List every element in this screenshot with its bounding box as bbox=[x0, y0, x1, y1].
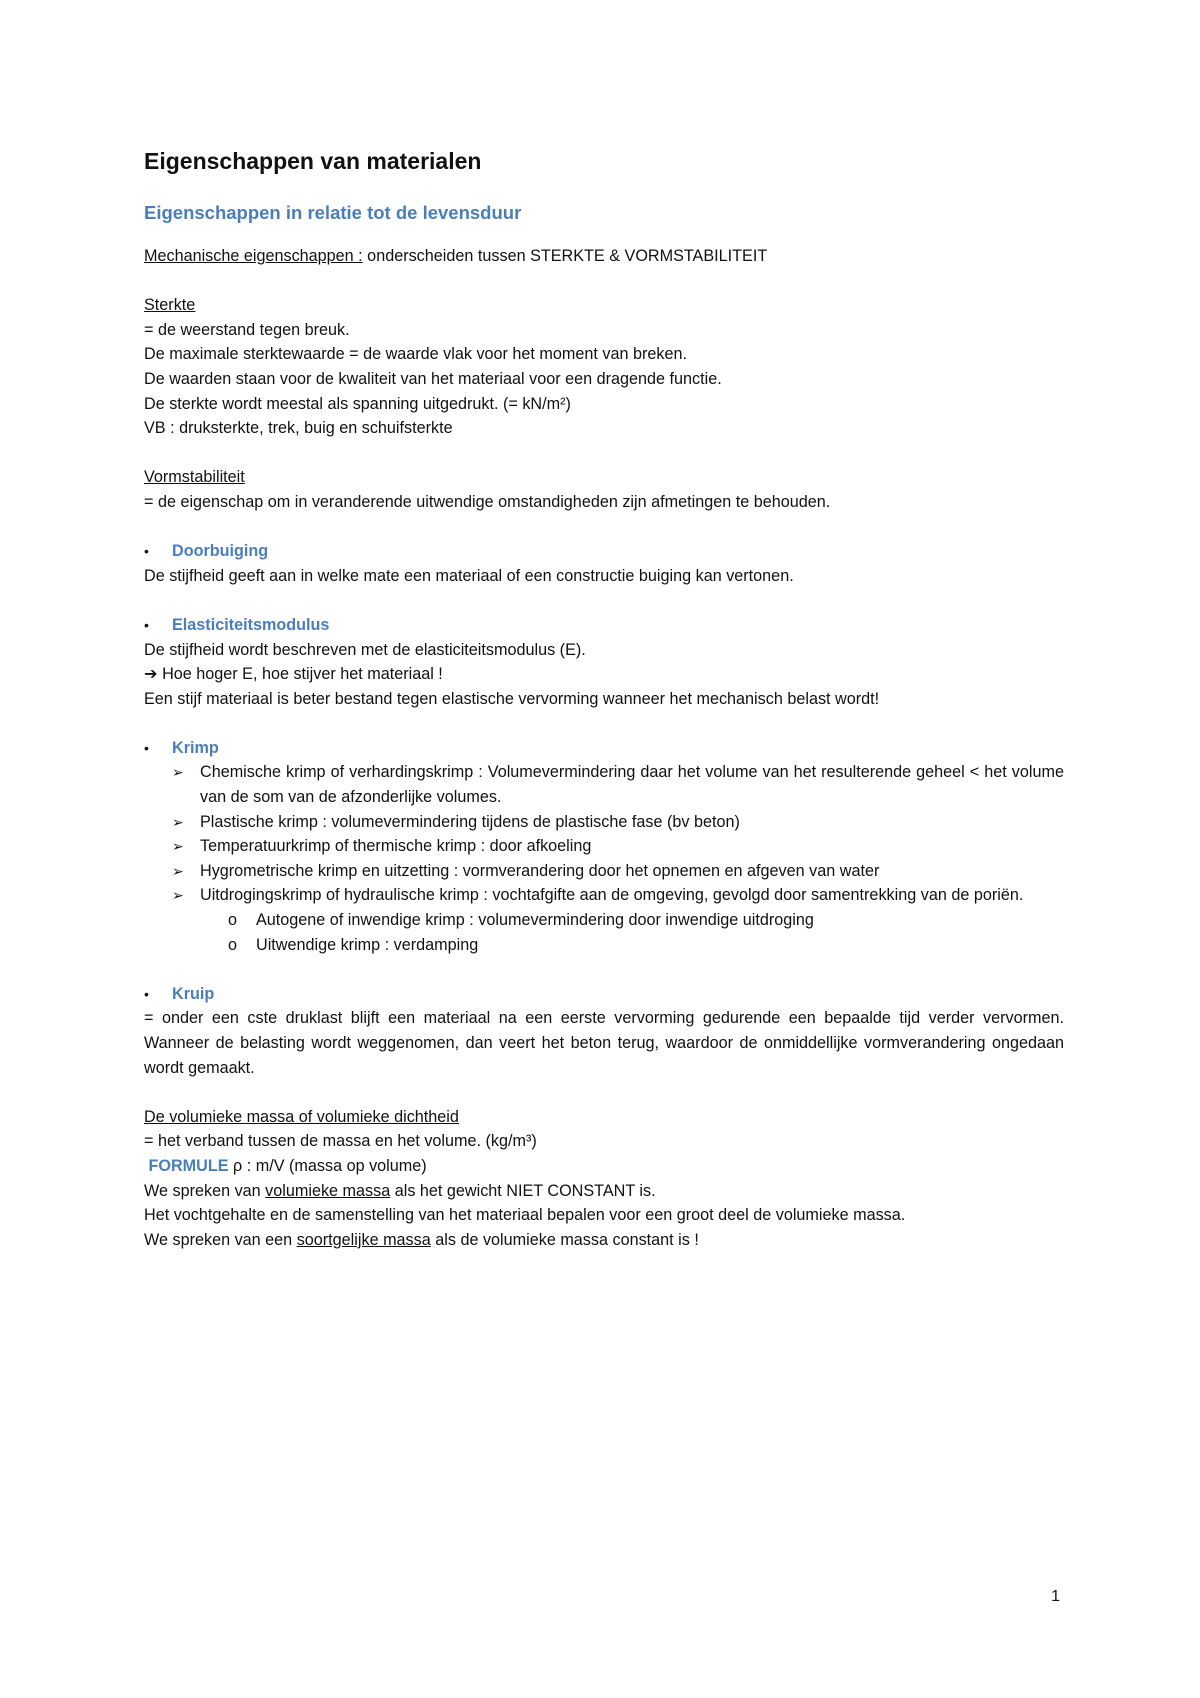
formule-label: FORMULE bbox=[148, 1156, 229, 1175]
krimp-item-term: Plastische krimp : bbox=[200, 812, 327, 831]
volumiek-line5-post: als de volumieke massa constant is ! bbox=[430, 1230, 699, 1249]
mech-text: onderscheiden tussen STERKTE & VORMSTABILITEIT bbox=[362, 247, 768, 265]
elasticiteit-line3: Een stijf materiaal is beter bestand tegen elastische vervorming wanneer het mechanisch belast wordt! bbox=[144, 689, 880, 708]
krimp-item-text bbox=[200, 859, 1064, 884]
bullet-icon: • bbox=[144, 985, 149, 1002]
krimp-subitem bbox=[228, 908, 1064, 933]
bullet-icon: • bbox=[144, 739, 149, 756]
doorbuiging-label: Doorbuiging bbox=[172, 542, 269, 561]
bullet-icon: • bbox=[144, 543, 149, 560]
krimp-item-text bbox=[200, 883, 1064, 908]
krimp-subitem-desc: volumevermindering door inwendige uitdroging bbox=[473, 911, 814, 930]
elasticiteit-label: Elasticiteitsmodulus bbox=[172, 615, 330, 634]
krimp-subitem-text bbox=[256, 933, 478, 958]
page-number: 1 bbox=[1051, 1588, 1060, 1605]
krimp-item-desc: vochtafgifte aan de omgeving, gevolgd door samentrekking van de poriën. bbox=[487, 886, 1024, 905]
krimp-item bbox=[172, 883, 1064, 908]
arrowhead-bullet-icon: ➢ bbox=[172, 764, 184, 781]
kruip-text: = onder een cste druklast blijft een materiaal na een eerste vervorming gedurende een bepaalde tijd verder vervormen. Wanneer de belasting wordt weggenomen, dan veert het beton terug, waardoor de onmiddellijke vormverandering ongedaan wordt gemaakt. bbox=[144, 1009, 1064, 1077]
krimp-bullet bbox=[144, 736, 1064, 761]
krimp-subitem-term: Uitwendige krimp : bbox=[256, 935, 390, 954]
doorbuiging-text: De stijfheid geeft aan in welke mate een materiaal of een constructie buiging kan vertonen. bbox=[144, 566, 794, 585]
circle-bullet-icon: o bbox=[228, 935, 238, 954]
sterkte-line: = de weerstand tegen breuk. bbox=[144, 320, 350, 339]
volumiek-line5-term: soortgelijke massa bbox=[296, 1230, 431, 1249]
elasticiteit-line1: De stijfheid wordt beschreven met de elasticiteitsmodulus (E). bbox=[144, 640, 586, 659]
sterkte-line: VB : druksterkte, trek, buig en schuifsterkte bbox=[144, 419, 453, 438]
krimp-item bbox=[172, 834, 1064, 859]
krimp-item bbox=[172, 810, 1064, 835]
volumiek-heading: De volumieke massa of volumieke dichtheid bbox=[144, 1107, 459, 1126]
elasticiteit-line2-text: Hoe hoger E, hoe stijver het materiaal ! bbox=[162, 665, 443, 684]
mech-label: Mechanische eigenschappen : bbox=[144, 247, 363, 265]
mech-line bbox=[144, 244, 1064, 269]
krimp-item-term: Temperatuurkrimp of thermische krimp : bbox=[200, 837, 486, 856]
volumiek-line3-pre: We spreken van bbox=[144, 1181, 266, 1200]
krimp-item-term: Uitdrogingskrimp of hydraulische krimp : bbox=[200, 886, 488, 905]
krimp-subitem bbox=[228, 933, 1064, 958]
krimp-item-term: Hygrometrische krimp en uitzetting : bbox=[200, 861, 459, 880]
volumiek-line1: = het verband tussen de massa en het volume. (kg/m³) bbox=[144, 1132, 537, 1151]
arrowhead-bullet-icon: ➢ bbox=[172, 813, 184, 830]
krimp-item bbox=[172, 859, 1064, 884]
arrow-right-icon: ➔ bbox=[144, 665, 158, 684]
krimp-subitem-desc: verdamping bbox=[389, 935, 479, 954]
elasticiteit-bullet bbox=[144, 613, 1064, 638]
volumiek-line5 bbox=[144, 1228, 1064, 1253]
krimp-item-text bbox=[200, 760, 1064, 809]
krimp-item-term: Chemische krimp of verhardingskrimp : bbox=[200, 763, 483, 782]
krimp-item-desc: vormverandering door het opnemen en afgeven van water bbox=[458, 861, 880, 880]
sterkte-line: De waarden staan voor de kwaliteit van het materiaal voor een dragende functie. bbox=[144, 369, 722, 388]
sterkte-line: De maximale sterktewaarde = de waarde vlak voor het moment van breken. bbox=[144, 345, 687, 364]
krimp-item-text bbox=[200, 834, 1064, 859]
vormstabiliteit-heading: Vormstabiliteit bbox=[144, 468, 245, 487]
kruip-label: Kruip bbox=[172, 984, 215, 1003]
krimp-item-desc: Volumevermindering daar het volume van het resulterende geheel < het volume van de som van de afzonderlijke volumes. bbox=[200, 763, 1064, 807]
elasticiteit-line2 bbox=[144, 662, 1064, 687]
doorbuiging-bullet bbox=[144, 539, 1064, 564]
volumiek-line3-post: als het gewicht NIET CONSTANT is. bbox=[390, 1181, 656, 1200]
volumiek-line5-pre: We spreken van een bbox=[144, 1230, 297, 1249]
krimp-label: Krimp bbox=[172, 738, 219, 757]
krimp-subitem-text bbox=[256, 908, 814, 933]
volumiek-line4: Het vochtgehalte en de samenstelling van het materiaal bepalen voor een groot deel de volumieke massa. bbox=[144, 1206, 906, 1225]
bullet-icon: • bbox=[144, 616, 149, 633]
volumiek-line3-term: volumieke massa bbox=[265, 1181, 391, 1200]
krimp-item-text bbox=[200, 810, 1064, 835]
volumiek-formule bbox=[144, 1154, 1064, 1179]
krimp-item bbox=[172, 760, 1064, 809]
sterkte-line: De sterkte wordt meestal als spanning uitgedrukt. (= kN/m²) bbox=[144, 394, 571, 413]
krimp-item-desc: door afkoeling bbox=[485, 837, 592, 856]
section-subtitle: Eigenschappen in relatie tot de levensduur bbox=[144, 202, 522, 223]
arrowhead-bullet-icon: ➢ bbox=[172, 862, 184, 879]
document-title: Eigenschappen van materialen bbox=[144, 148, 482, 174]
krimp-item-desc: volumevermindering tijdens de plastische fase (bv beton) bbox=[326, 812, 740, 831]
kruip-bullet bbox=[144, 982, 1064, 1007]
volumiek-line3 bbox=[144, 1179, 1064, 1204]
krimp-subitem-term: Autogene of inwendige krimp : bbox=[256, 911, 474, 930]
arrowhead-bullet-icon: ➢ bbox=[172, 838, 184, 855]
arrowhead-bullet-icon: ➢ bbox=[172, 887, 184, 904]
document-body bbox=[144, 146, 1064, 1252]
formule-text: ρ : m/V (massa op volume) bbox=[228, 1156, 427, 1175]
vormstabiliteit-text: = de eigenschap om in veranderende uitwendige omstandigheden zijn afmetingen te behouden. bbox=[144, 492, 831, 511]
sterkte-heading: Sterkte bbox=[144, 296, 196, 315]
circle-bullet-icon: o bbox=[228, 911, 238, 930]
